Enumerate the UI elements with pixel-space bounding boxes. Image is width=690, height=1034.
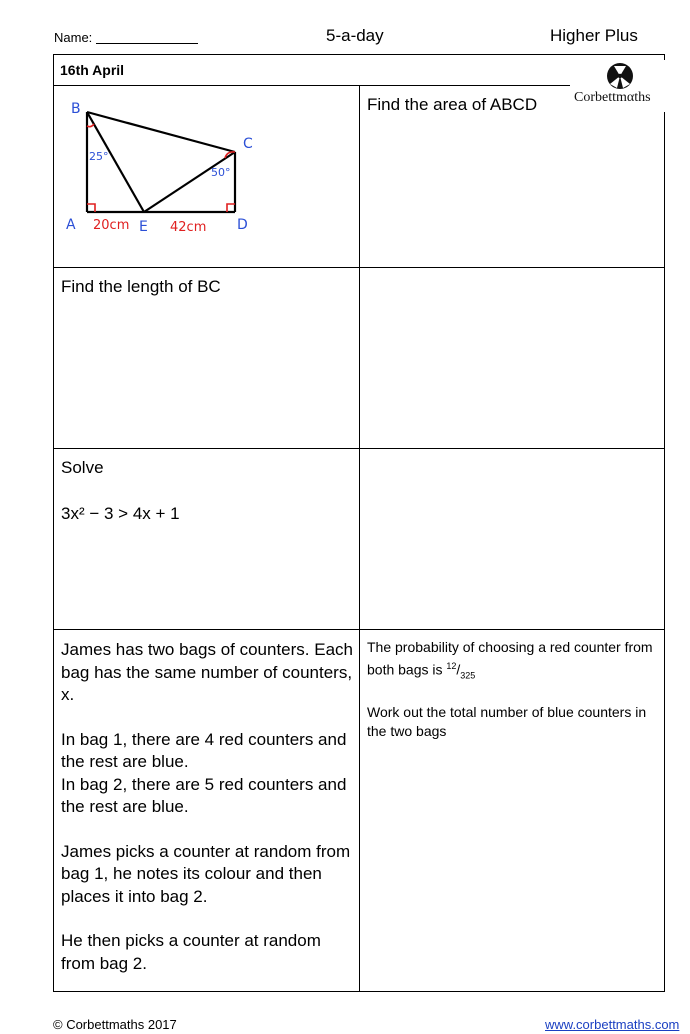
question-probability-text [367, 638, 659, 741]
line-ec [144, 152, 235, 212]
right-angle-a [87, 204, 95, 212]
counters-paragraph: He then picks a counter at random from bag 2. [61, 931, 321, 973]
fraction-numerator: 12 [446, 661, 457, 671]
probability-sentence: The probability of choosing a red counter from both bags is [367, 639, 653, 678]
name-line [96, 43, 198, 44]
question-area-abcd: Find the area of ABCD [367, 95, 538, 114]
probability-statement [367, 638, 659, 685]
point-label-c: C [243, 136, 253, 152]
logo-text: Corbettmαths [574, 90, 651, 105]
name-label: Name: [54, 30, 93, 45]
fraction-slash: / [456, 661, 461, 678]
probability-task: Work out the total number of blue counters in the two bags [367, 704, 647, 740]
length-label-ed: 42cm [170, 220, 207, 235]
row-divider-2 [53, 448, 665, 449]
name-field [54, 30, 198, 45]
point-label-d: D [237, 217, 248, 233]
counters-paragraph: James picks a counter at random from bag 1, he notes its colour and then places it into bag 2. [61, 841, 351, 906]
counters-paragraph: In bag 1, there are 4 red counters and the rest are blue. [61, 729, 347, 771]
question-counters-text [61, 639, 353, 975]
question-solve-title: Solve [61, 458, 104, 477]
question-solve-inequality: 3x² − 3 > 4x + 1 [61, 504, 180, 523]
footer-website-link[interactable]: www.corbettmaths.com [545, 1017, 680, 1032]
counters-paragraph: James has two bags of counters. Each bag has the same number of counters, x. [61, 640, 353, 704]
diagram-lines [87, 112, 235, 212]
column-divider [359, 85, 360, 992]
row-divider-1 [53, 267, 665, 268]
quadrilateral-diagram [60, 92, 356, 262]
angle-label-b: 25° [89, 150, 109, 163]
point-label-b: B [71, 101, 81, 117]
worksheet-date: 16th April [60, 62, 125, 78]
fraction-denominator: 325 [460, 670, 476, 681]
worksheet-level: Higher Plus [550, 26, 638, 45]
point-label-a: A [66, 217, 76, 233]
question-length-bc: Find the length of BC [61, 277, 221, 296]
right-angle-d [227, 204, 235, 212]
angle-label-c: 50° [211, 166, 231, 179]
row-divider-3 [53, 629, 665, 630]
worksheet-title: 5-a-day [326, 26, 384, 45]
date-row-divider [53, 85, 573, 86]
footer-copyright: © Corbettmaths 2017 [53, 1017, 177, 1032]
length-label-ae: 20cm [93, 218, 130, 233]
counters-paragraph: In bag 2, there are 5 red counters and the rest are blue. [61, 774, 347, 816]
line-bc [87, 112, 235, 152]
point-label-e: E [139, 219, 148, 235]
